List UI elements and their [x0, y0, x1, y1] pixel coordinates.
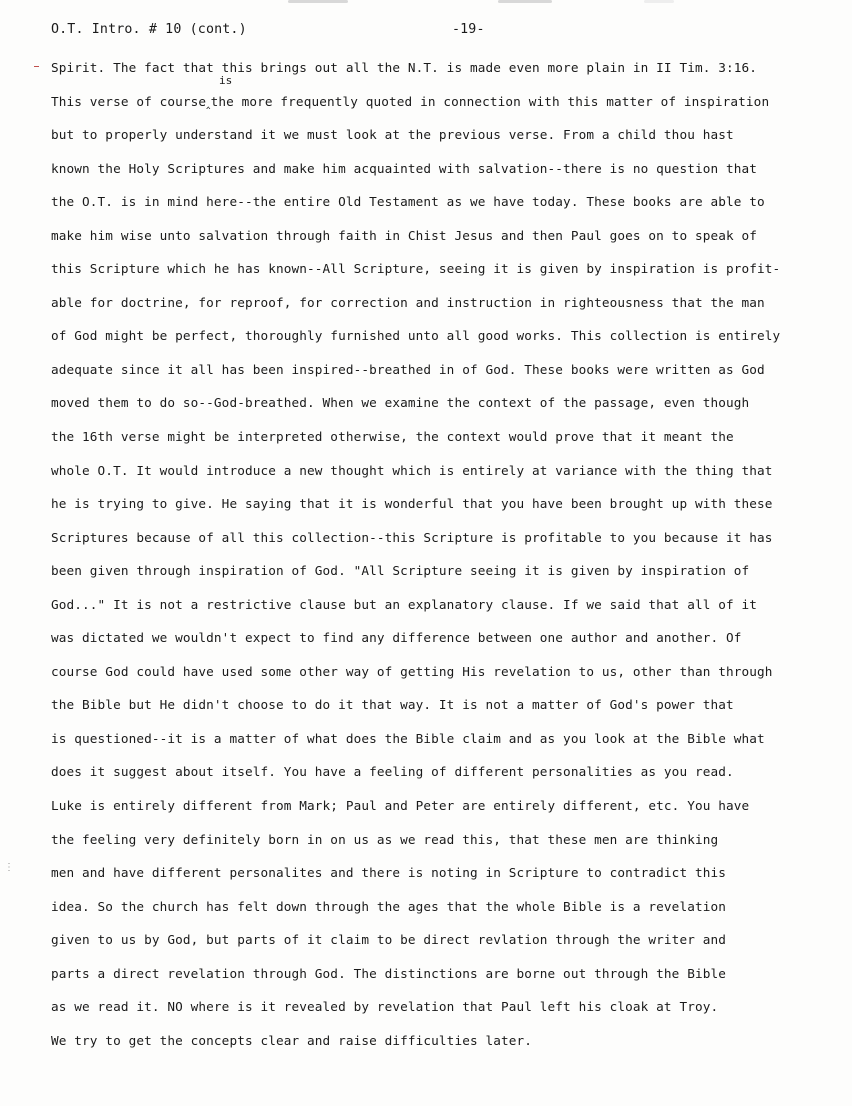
- text-line: moved them to do so--God-breathed. When we examine the context of the passage, even though: [51, 395, 750, 411]
- text-line: the feeling very definitely born in on us as we read this, that these men are thinking: [51, 831, 719, 847]
- text-line: this Scripture which he has known--All Scripture, seeing it is given by inspiration is profit-: [51, 261, 781, 277]
- text-line: is questioned--it is a matter of what does the Bible claim and as you look at the Bible what: [51, 730, 765, 746]
- margin-speck: ⋮: [4, 862, 14, 873]
- margin-mark: [34, 66, 39, 67]
- text-line: Scriptures because of all this collection--this Scripture is profitable to you because it has: [51, 529, 773, 545]
- text-line: as we read it. NO where is it revealed by revelation that Paul left his cloak at Troy.: [51, 999, 719, 1015]
- text-line: parts a direct revelation through God. The distinctions are borne out through the Bible: [51, 965, 726, 981]
- page-number: -19-: [452, 22, 485, 37]
- text-line: the 16th verse might be interpreted otherwise, the context would prove that it meant the: [51, 429, 734, 445]
- text-line: course God could have used some other way of getting His revelation to us, other than through: [51, 663, 773, 679]
- text-line: of God might be perfect, thoroughly furnished unto all good works. This collection is entirely: [51, 328, 781, 344]
- handwritten-insert-mark: is: [219, 74, 233, 87]
- scan-smudge: [288, 0, 348, 3]
- header-course-label: [51, 22, 247, 37]
- text-line: We try to get the concepts clear and raise difficulties later.: [51, 1032, 533, 1048]
- text-line: given to us by God, but parts of it claim to be direct revlation through the writer and: [51, 932, 726, 948]
- text-line: This verse of course‸the more frequently quoted in connection with this matter of inspiration: [51, 93, 770, 109]
- text-line: was dictated we wouldn't expect to find any difference between one author and another. Of: [51, 630, 742, 646]
- body-text: [51, 58, 846, 1064]
- text-line: Luke is entirely different from Mark; Paul and Peter are entirely different, etc. You have: [51, 798, 750, 814]
- text-line: been given through inspiration of God. "All Scripture seeing it is given by inspiration of: [51, 563, 750, 579]
- text-line: does it suggest about itself. You have a feeling of different personalities as you read.: [51, 764, 734, 780]
- scan-smudge: [644, 0, 674, 3]
- text-line: able for doctrine, for reproof, for correction and instruction in righteousness that the man: [51, 294, 765, 310]
- scan-smudge: [498, 0, 552, 3]
- text-line: adequate since it all has been inspired--breathed in of God. These books were written as God: [51, 361, 765, 377]
- text-line: Spirit. The fact that this brings out all the N.T. is made even more plain in II Tim. 3:16.: [51, 60, 758, 75]
- text-line: idea. So the church has felt down through the ages that the whole Bible is a revelation: [51, 898, 726, 914]
- text-line: whole O.T. It would introduce a new thought which is entirely at variance with the thing that: [51, 462, 773, 478]
- text-line: the Bible but He didn't choose to do it that way. It is not a matter of God's power that: [51, 697, 734, 713]
- text-line: he is trying to give. He saying that it is wonderful that you have been brought up with these: [51, 496, 773, 512]
- page-header: [51, 22, 811, 42]
- section-mark: # 10 (cont.): [148, 22, 247, 37]
- text-line: the O.T. is in mind here--the entire Old Testament as we have today. These books are able to: [51, 194, 765, 210]
- text-line: make him wise unto salvation through faith in Chist Jesus and then Paul goes on to speak of: [51, 227, 758, 243]
- course-title: O.T. Intro.: [51, 22, 141, 37]
- text-line: known the Holy Scriptures and make him acquainted with salvation--there is no question that: [51, 160, 758, 176]
- text-line: men and have different personalites and there is noting in Scripture to contradict this: [51, 865, 726, 881]
- text-line: but to properly understand it we must look at the previous verse. From a child thou hast: [51, 127, 734, 143]
- text-line: God..." It is not a restrictive clause but an explanatory clause. If we said that all of it: [51, 596, 758, 612]
